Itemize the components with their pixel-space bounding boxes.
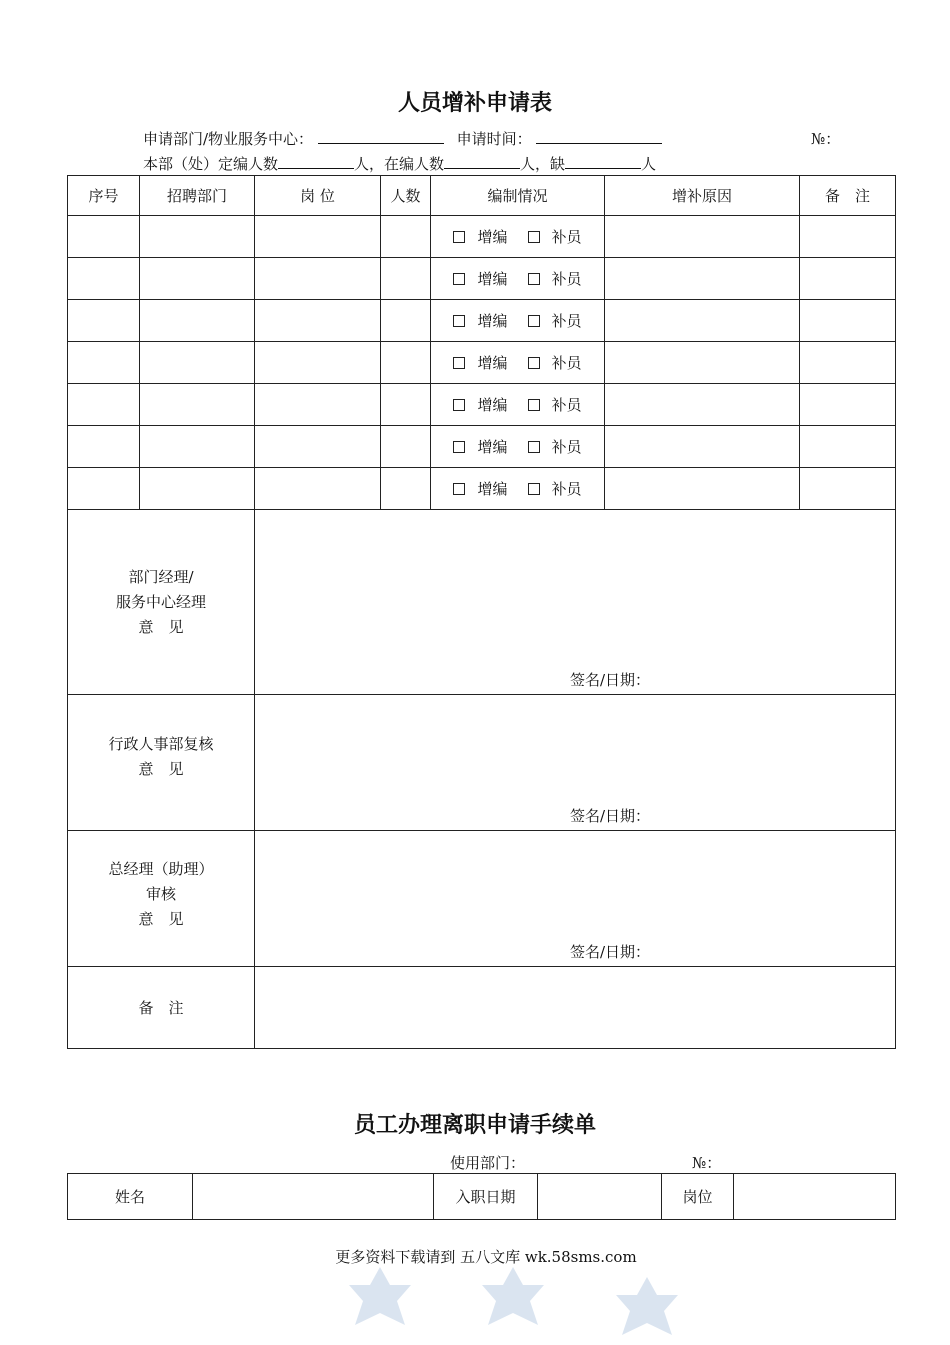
table-row — [68, 216, 896, 258]
watermark-snowflake-icon — [345, 1265, 415, 1335]
option-label: 增编 — [477, 396, 508, 414]
table-row — [68, 468, 896, 510]
col-header: 增补原因 — [605, 176, 800, 216]
checkbox[interactable] — [528, 441, 540, 453]
cell[interactable] — [605, 300, 800, 342]
hire-date-field[interactable] — [538, 1174, 662, 1220]
option-label: 补员 — [551, 312, 582, 330]
cell[interactable] — [68, 258, 140, 300]
remarks-area[interactable] — [255, 967, 896, 1049]
unit-label: 人 — [641, 155, 657, 173]
name-field[interactable] — [193, 1174, 434, 1220]
approval-label — [68, 510, 255, 695]
approval-label — [68, 831, 255, 967]
cell[interactable] — [255, 300, 381, 342]
cell[interactable] — [381, 216, 431, 258]
name-label: 姓名 — [68, 1174, 193, 1220]
label-line: 行政人事部复核 — [108, 734, 214, 753]
form2-number-label: №： — [692, 1154, 722, 1172]
cell[interactable] — [255, 216, 381, 258]
staffing-options — [431, 468, 605, 510]
checkbox[interactable] — [528, 399, 540, 411]
label-line: 总经理（助理） — [108, 860, 214, 878]
opinion-area[interactable] — [255, 831, 896, 967]
cell[interactable] — [800, 300, 896, 342]
table-row — [68, 258, 896, 300]
dept-field[interactable] — [318, 129, 444, 144]
cell[interactable] — [605, 426, 800, 468]
cell[interactable] — [381, 468, 431, 510]
form2-title: 员工办理离职申请手续单 — [353, 1113, 596, 1138]
option-label: 增编 — [477, 312, 508, 330]
cell[interactable] — [140, 468, 255, 510]
staffing-options — [431, 216, 605, 258]
cell[interactable] — [140, 342, 255, 384]
cell[interactable] — [68, 300, 140, 342]
resignation-table — [67, 1173, 896, 1220]
option-label: 增编 — [477, 354, 508, 372]
cell[interactable] — [255, 258, 381, 300]
shortage-field[interactable] — [565, 154, 641, 169]
option-label: 补员 — [551, 354, 582, 372]
option-label: 增编 — [477, 270, 508, 288]
col-header: 编制情况 — [431, 176, 605, 216]
position-label: 岗位 — [662, 1174, 734, 1220]
watermark-snowflake-icon — [612, 1275, 682, 1345]
use-dept-label: 使用部门： — [450, 1154, 526, 1172]
label-line: 意 见 — [138, 759, 184, 778]
position-field[interactable] — [734, 1174, 896, 1220]
cell[interactable] — [140, 258, 255, 300]
cell[interactable] — [68, 468, 140, 510]
option-label: 增编 — [477, 438, 508, 456]
approval-row-general-manager — [68, 831, 896, 967]
cell[interactable] — [68, 384, 140, 426]
cell[interactable] — [255, 342, 381, 384]
watermark-snowflake-icon — [478, 1265, 548, 1335]
signature-date-label: 签名/日期： — [569, 943, 650, 961]
option-label: 补员 — [551, 396, 582, 414]
cell[interactable] — [381, 258, 431, 300]
checkbox[interactable] — [528, 483, 540, 495]
option-label: 补员 — [551, 270, 582, 288]
col-header: 招聘部门 — [140, 176, 255, 216]
cell[interactable] — [605, 342, 800, 384]
cell[interactable] — [800, 342, 896, 384]
cell[interactable] — [605, 216, 800, 258]
checkbox[interactable] — [453, 483, 465, 495]
cell[interactable] — [381, 342, 431, 384]
label-line: 审核 — [145, 885, 176, 903]
cell[interactable] — [68, 426, 140, 468]
staffing-options — [431, 342, 605, 384]
header-line-1 — [143, 128, 662, 149]
cell[interactable] — [381, 384, 431, 426]
cell[interactable] — [140, 426, 255, 468]
label-line: 意 见 — [138, 910, 184, 928]
hire-date-label: 入职日期 — [434, 1174, 538, 1220]
table-row — [68, 300, 896, 342]
label-line: 意 见 — [138, 617, 184, 636]
cell[interactable] — [800, 216, 896, 258]
staffing-options — [431, 300, 605, 342]
cell[interactable] — [381, 426, 431, 468]
table-row — [68, 426, 896, 468]
quota-label: 本部（处）定编人数 — [143, 155, 279, 173]
table-row — [68, 342, 896, 384]
cell[interactable] — [140, 216, 255, 258]
table-row — [68, 384, 896, 426]
checkbox[interactable] — [453, 357, 465, 369]
cell[interactable] — [605, 258, 800, 300]
col-header: 人数 — [381, 176, 431, 216]
cell[interactable] — [800, 258, 896, 300]
cell[interactable] — [605, 468, 800, 510]
cell[interactable] — [68, 216, 140, 258]
approval-row-dept-manager — [68, 510, 896, 695]
staffing-options — [431, 426, 605, 468]
footer-text: 更多资料下载请到 五八文库 wk.58sms.com — [335, 1248, 637, 1266]
option-label: 补员 — [551, 228, 582, 246]
cell[interactable] — [255, 468, 381, 510]
checkbox[interactable] — [528, 273, 540, 285]
cell[interactable] — [140, 300, 255, 342]
remarks-label: 备 注 — [68, 967, 255, 1049]
checkbox[interactable] — [528, 315, 540, 327]
col-header: 备 注 — [800, 176, 896, 216]
remarks-row — [68, 967, 896, 1049]
cell[interactable] — [68, 342, 140, 384]
current-field[interactable] — [444, 154, 520, 169]
option-label: 增编 — [477, 480, 508, 498]
cell[interactable] — [255, 426, 381, 468]
cell[interactable] — [800, 468, 896, 510]
cell[interactable] — [800, 426, 896, 468]
opinion-area[interactable] — [255, 695, 896, 831]
time-label: 申请时间： — [456, 130, 532, 148]
header-line-2 — [143, 153, 656, 174]
approval-label — [68, 695, 255, 831]
time-field[interactable] — [536, 129, 662, 144]
cell[interactable] — [381, 300, 431, 342]
opinion-area[interactable] — [255, 510, 896, 695]
dept-label: 申请部门/物业服务中心： — [143, 130, 314, 148]
cell[interactable] — [140, 384, 255, 426]
cell[interactable] — [605, 384, 800, 426]
current-label: 人，在编人数 — [354, 155, 445, 173]
cell[interactable] — [800, 384, 896, 426]
number-label: №： — [811, 130, 841, 148]
checkbox[interactable] — [528, 357, 540, 369]
option-label: 增编 — [477, 228, 508, 246]
staffing-options — [431, 258, 605, 300]
table-header-row — [68, 176, 896, 216]
checkbox[interactable] — [528, 231, 540, 243]
checkbox[interactable] — [453, 315, 465, 327]
col-header: 序号 — [68, 176, 140, 216]
checkbox[interactable] — [453, 399, 465, 411]
approval-row-hr-review — [68, 695, 896, 831]
checkbox[interactable] — [453, 231, 465, 243]
shortage-label: 人，缺 — [520, 155, 566, 173]
label-line: 部门经理/ — [128, 567, 194, 586]
checkbox[interactable] — [453, 273, 465, 285]
col-header: 岗 位 — [255, 176, 381, 216]
form-title: 人员增补申请表 — [397, 91, 552, 116]
option-label: 补员 — [551, 480, 582, 498]
label-line: 服务中心经理 — [115, 592, 206, 611]
table-row — [68, 1174, 896, 1220]
signature-date-label: 签名/日期： — [569, 671, 650, 689]
staffing-options — [431, 384, 605, 426]
staffing-request-table — [67, 175, 896, 1049]
cell[interactable] — [255, 384, 381, 426]
checkbox[interactable] — [453, 441, 465, 453]
signature-date-label: 签名/日期： — [569, 807, 650, 825]
option-label: 补员 — [551, 438, 582, 456]
quota-field[interactable] — [278, 154, 354, 169]
